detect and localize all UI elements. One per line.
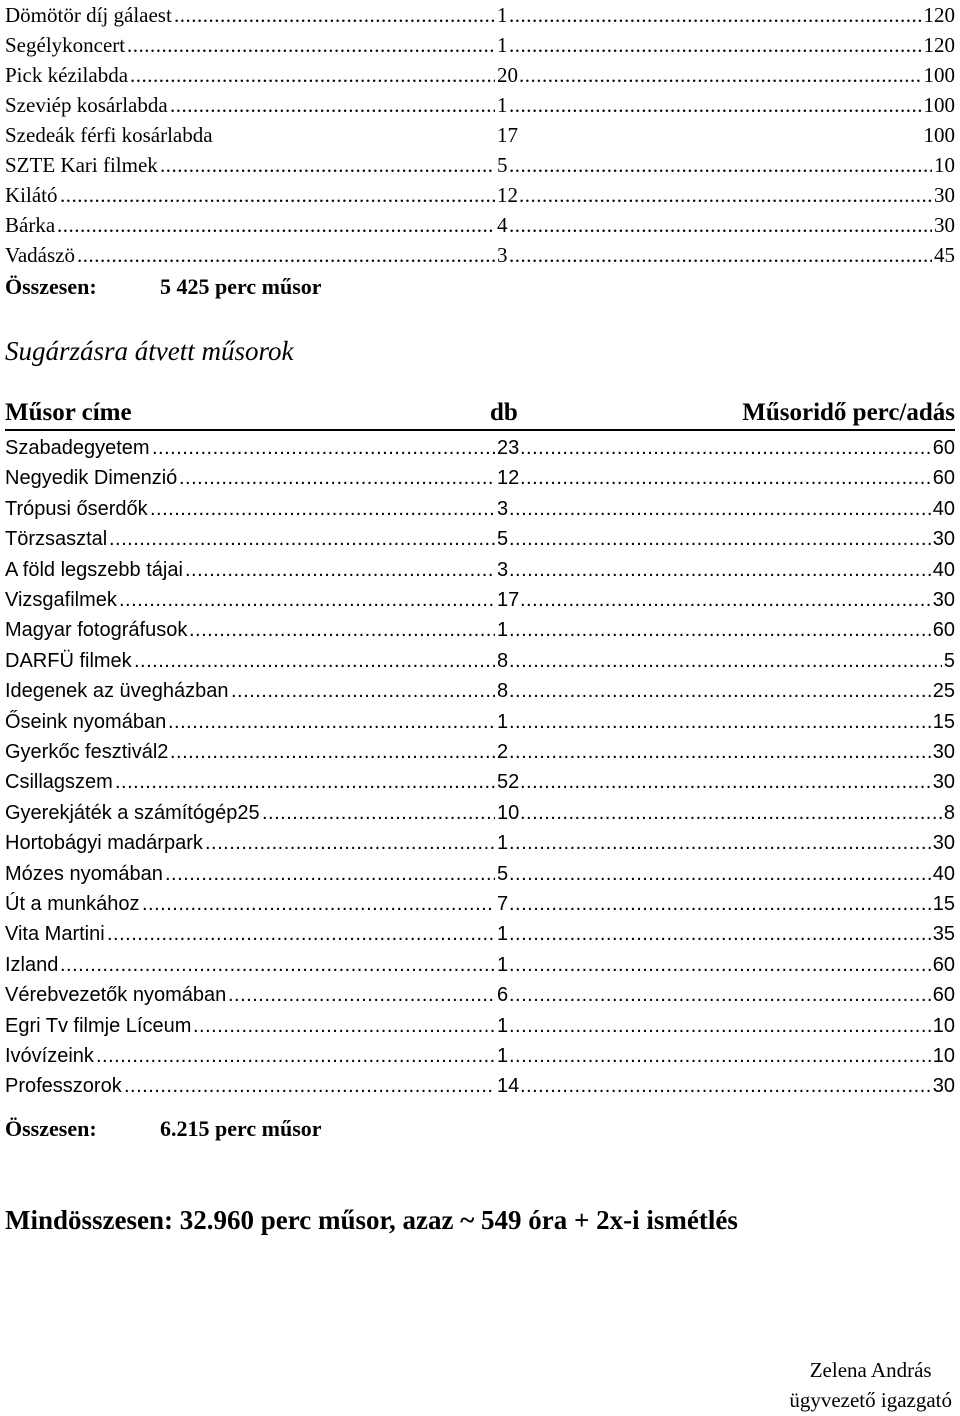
subtotal-label: Összesen: bbox=[5, 1116, 97, 1141]
program-count: 1 bbox=[497, 30, 508, 60]
leader-dots bbox=[119, 585, 495, 615]
leader-dots bbox=[96, 1041, 495, 1071]
leader-dots bbox=[509, 737, 931, 767]
table-header bbox=[5, 397, 955, 431]
table-row bbox=[5, 494, 955, 524]
program-count: 1 bbox=[497, 707, 508, 737]
program-name: Bárka bbox=[5, 210, 57, 240]
program-name: Szabadegyetem bbox=[5, 433, 152, 463]
program-duration: 15 bbox=[932, 889, 955, 919]
program-count: 1 bbox=[497, 828, 508, 858]
table-row bbox=[5, 555, 955, 585]
leader-dots bbox=[520, 798, 942, 828]
leader-dots bbox=[170, 90, 495, 120]
leader-dots bbox=[520, 1071, 931, 1101]
leader-dots bbox=[509, 889, 931, 919]
program-count: 5 bbox=[497, 524, 508, 554]
program-count: 10 bbox=[497, 798, 519, 828]
program-duration: 25 bbox=[932, 676, 955, 706]
program-duration: 30 bbox=[932, 585, 955, 615]
program-name: Idegenek az üvegházban bbox=[5, 676, 231, 706]
leader-dots bbox=[520, 585, 931, 615]
program-name: Vita Martini bbox=[5, 919, 107, 949]
list-item bbox=[5, 0, 955, 30]
program-count: 1 bbox=[497, 919, 508, 949]
column-header-title: Műsor címe bbox=[5, 399, 132, 426]
signatory-title: ügyvezető igazgató bbox=[789, 1388, 952, 1412]
program-duration: 10 bbox=[933, 150, 955, 180]
program-count: 1 bbox=[497, 0, 508, 30]
leader-dots bbox=[509, 494, 931, 524]
leader-dots bbox=[509, 859, 931, 889]
program-name: Pick kézilabda bbox=[5, 60, 130, 90]
program-duration: 10 bbox=[932, 1011, 955, 1041]
program-name: Vizsgafilmek bbox=[5, 585, 119, 615]
leader-dots bbox=[127, 30, 495, 60]
leader-dots bbox=[509, 919, 931, 949]
table-row bbox=[5, 1041, 955, 1071]
program-count: 52 bbox=[497, 767, 519, 797]
program-duration: 100 bbox=[923, 120, 956, 150]
leader-dots bbox=[509, 90, 921, 120]
program-duration: 10 bbox=[932, 1041, 955, 1071]
table-row bbox=[5, 585, 955, 615]
program-duration: 120 bbox=[923, 0, 956, 30]
list-item bbox=[5, 240, 955, 270]
program-name: Szeviép kosárlabda bbox=[5, 90, 170, 120]
program-name: Vérebvezetők nyomában bbox=[5, 980, 228, 1010]
leader-dots bbox=[189, 615, 495, 645]
program-count: 1 bbox=[497, 615, 508, 645]
leader-dots bbox=[174, 0, 495, 30]
program-count: 4 bbox=[497, 210, 508, 240]
program-count: 2 bbox=[497, 737, 508, 767]
table-row bbox=[5, 676, 955, 706]
program-name: Kilátó bbox=[5, 180, 60, 210]
leader-dots bbox=[509, 1011, 931, 1041]
program-count: 12 bbox=[497, 463, 519, 493]
program-count: 3 bbox=[497, 494, 508, 524]
table-row bbox=[5, 1011, 955, 1041]
program-name: Szedeák férfi kosárlabda bbox=[5, 120, 215, 150]
program-duration: 45 bbox=[933, 240, 955, 270]
leader-dots bbox=[520, 433, 931, 463]
program-count: 5 bbox=[497, 150, 508, 180]
program-count: 1 bbox=[497, 950, 508, 980]
program-count: 8 bbox=[497, 646, 508, 676]
leader-dots bbox=[231, 676, 495, 706]
column-header-count: db bbox=[490, 399, 518, 426]
leader-dots bbox=[509, 0, 921, 30]
table-row bbox=[5, 828, 955, 858]
table-row bbox=[5, 463, 955, 493]
subtotal-value: 5 425 perc műsor bbox=[160, 274, 322, 299]
program-name: Trópusi őserdők bbox=[5, 494, 150, 524]
program-duration: 100 bbox=[923, 60, 956, 90]
leader-dots bbox=[60, 950, 495, 980]
table-row bbox=[5, 524, 955, 554]
program-duration: 30 bbox=[932, 737, 955, 767]
program-name: Vadászö bbox=[5, 240, 77, 270]
leader-dots bbox=[228, 980, 495, 1010]
program-count: 1 bbox=[497, 90, 508, 120]
leader-dots bbox=[509, 646, 942, 676]
table-row bbox=[5, 919, 955, 949]
program-duration: 40 bbox=[932, 859, 955, 889]
subtotal-label: Összesen: bbox=[5, 274, 97, 299]
table-row bbox=[5, 889, 955, 919]
leader-dots bbox=[509, 707, 931, 737]
leader-dots bbox=[509, 240, 932, 270]
leader-dots bbox=[152, 433, 495, 463]
leader-dots bbox=[519, 60, 921, 90]
program-count: 1 bbox=[497, 1041, 508, 1071]
program-count: 3 bbox=[497, 240, 508, 270]
program-name: Törzsasztal bbox=[5, 524, 109, 554]
leader-dots bbox=[124, 1071, 495, 1101]
leader-dots bbox=[60, 180, 495, 210]
program-count: 7 bbox=[497, 889, 508, 919]
program-duration: 60 bbox=[932, 615, 955, 645]
leader-dots bbox=[77, 240, 495, 270]
program-count: 17 bbox=[497, 120, 518, 150]
table-row bbox=[5, 859, 955, 889]
program-count: 14 bbox=[497, 1071, 519, 1101]
leader-dots bbox=[509, 555, 931, 585]
section-title: Sugárzásra átvett műsorok bbox=[5, 336, 294, 366]
leader-dots bbox=[134, 646, 495, 676]
program-name: SZTE Kari filmek bbox=[5, 150, 160, 180]
program-duration: 8 bbox=[943, 798, 955, 828]
table-row bbox=[5, 737, 955, 767]
program-count: 5 bbox=[497, 859, 508, 889]
leader-dots bbox=[165, 859, 495, 889]
leader-dots bbox=[185, 555, 495, 585]
leader-dots bbox=[509, 150, 932, 180]
program-count: 23 bbox=[497, 433, 519, 463]
program-duration: 60 bbox=[932, 950, 955, 980]
program-duration: 120 bbox=[923, 30, 956, 60]
leader-dots bbox=[142, 889, 495, 919]
grand-total: Mindösszesen: 32.960 perc műsor, azaz ~ 549 óra + 2x-i ismétlés bbox=[5, 1205, 738, 1235]
program-name: Út a munkához bbox=[5, 889, 142, 919]
leader-dots bbox=[520, 463, 931, 493]
program-duration: 30 bbox=[933, 180, 955, 210]
program-name: Őseink nyomában bbox=[5, 707, 168, 737]
list-item bbox=[5, 210, 955, 240]
table-row bbox=[5, 707, 955, 737]
leader-dots bbox=[168, 707, 495, 737]
table-row bbox=[5, 767, 955, 797]
program-duration: 30 bbox=[932, 767, 955, 797]
table-row bbox=[5, 615, 955, 645]
program-duration: 40 bbox=[932, 555, 955, 585]
program-name: Hortobágyi madárpark bbox=[5, 828, 205, 858]
leader-dots bbox=[509, 210, 932, 240]
program-name: Professzorok bbox=[5, 1071, 124, 1101]
program-name: A föld legszebb tájai bbox=[5, 555, 185, 585]
leader-dots bbox=[509, 950, 931, 980]
leader-dots bbox=[109, 524, 495, 554]
program-count: 8 bbox=[497, 676, 508, 706]
program-name: Mózes nyomában bbox=[5, 859, 165, 889]
leader-dots bbox=[262, 798, 495, 828]
leader-dots bbox=[520, 767, 931, 797]
leader-dots bbox=[519, 180, 932, 210]
program-duration: 30 bbox=[933, 210, 955, 240]
leader-dots bbox=[509, 524, 931, 554]
leader-dots bbox=[509, 676, 931, 706]
leader-dots bbox=[107, 919, 495, 949]
program-duration: 60 bbox=[932, 980, 955, 1010]
program-duration: 60 bbox=[932, 463, 955, 493]
leader-dots bbox=[193, 1011, 495, 1041]
program-name: Izland bbox=[5, 950, 60, 980]
program-count: 17 bbox=[497, 585, 519, 615]
program-duration: 30 bbox=[932, 524, 955, 554]
signature-block bbox=[789, 1355, 952, 1415]
leader-dots bbox=[160, 150, 495, 180]
table-row bbox=[5, 646, 955, 676]
program-count: 6 bbox=[497, 980, 508, 1010]
list-item bbox=[5, 90, 955, 120]
table-row bbox=[5, 980, 955, 1010]
subtotal-value: 6.215 perc műsor bbox=[160, 1116, 322, 1141]
leader-dots bbox=[509, 1041, 931, 1071]
leader-dots bbox=[57, 210, 495, 240]
list-item bbox=[5, 120, 955, 150]
table-row bbox=[5, 433, 955, 463]
program-count: 1 bbox=[497, 1011, 508, 1041]
leader-dots bbox=[509, 30, 921, 60]
table-row bbox=[5, 950, 955, 980]
program-duration: 35 bbox=[932, 919, 955, 949]
program-duration: 30 bbox=[932, 1071, 955, 1101]
leader-dots bbox=[150, 494, 495, 524]
list-item bbox=[5, 150, 955, 180]
subtotal-line bbox=[5, 1114, 322, 1144]
program-duration: 40 bbox=[932, 494, 955, 524]
leader-dots bbox=[115, 767, 495, 797]
leader-dots bbox=[509, 615, 931, 645]
subtotal-line bbox=[5, 272, 322, 302]
program-name: Magyar fotográfusok bbox=[5, 615, 189, 645]
program-name: Negyedik Dimenzió bbox=[5, 463, 179, 493]
program-name: Csillagszem bbox=[5, 767, 115, 797]
program-count: 3 bbox=[497, 555, 508, 585]
leader-dots bbox=[130, 60, 495, 90]
signatory-name: Zelena András bbox=[809, 1358, 932, 1382]
list-item bbox=[5, 60, 955, 90]
program-count: 20 bbox=[497, 60, 518, 90]
program-name: Dömötör díj gálaest bbox=[5, 0, 174, 30]
leader-dots bbox=[170, 737, 495, 767]
column-header-duration: Műsoridő perc/adás bbox=[742, 399, 955, 426]
program-name: Egri Tv filmje Líceum bbox=[5, 1011, 193, 1041]
program-name: Gyerekjáték a számítógép25 bbox=[5, 798, 262, 828]
program-duration: 30 bbox=[932, 828, 955, 858]
leader-dots bbox=[509, 828, 931, 858]
table-row bbox=[5, 798, 955, 828]
leader-dots bbox=[179, 463, 495, 493]
program-duration: 5 bbox=[943, 646, 955, 676]
program-duration: 60 bbox=[932, 433, 955, 463]
list-item bbox=[5, 30, 955, 60]
program-name: Ivóvízeink bbox=[5, 1041, 96, 1071]
program-duration: 15 bbox=[932, 707, 955, 737]
program-name: Segélykoncert bbox=[5, 30, 127, 60]
program-duration: 100 bbox=[923, 90, 956, 120]
program-name: Gyerkőc fesztivál2 bbox=[5, 737, 170, 767]
list-item bbox=[5, 180, 955, 210]
table-row bbox=[5, 1071, 955, 1101]
program-name: DARFÜ filmek bbox=[5, 646, 134, 676]
program-count: 12 bbox=[497, 180, 518, 210]
leader-dots bbox=[509, 980, 931, 1010]
leader-dots bbox=[205, 828, 495, 858]
